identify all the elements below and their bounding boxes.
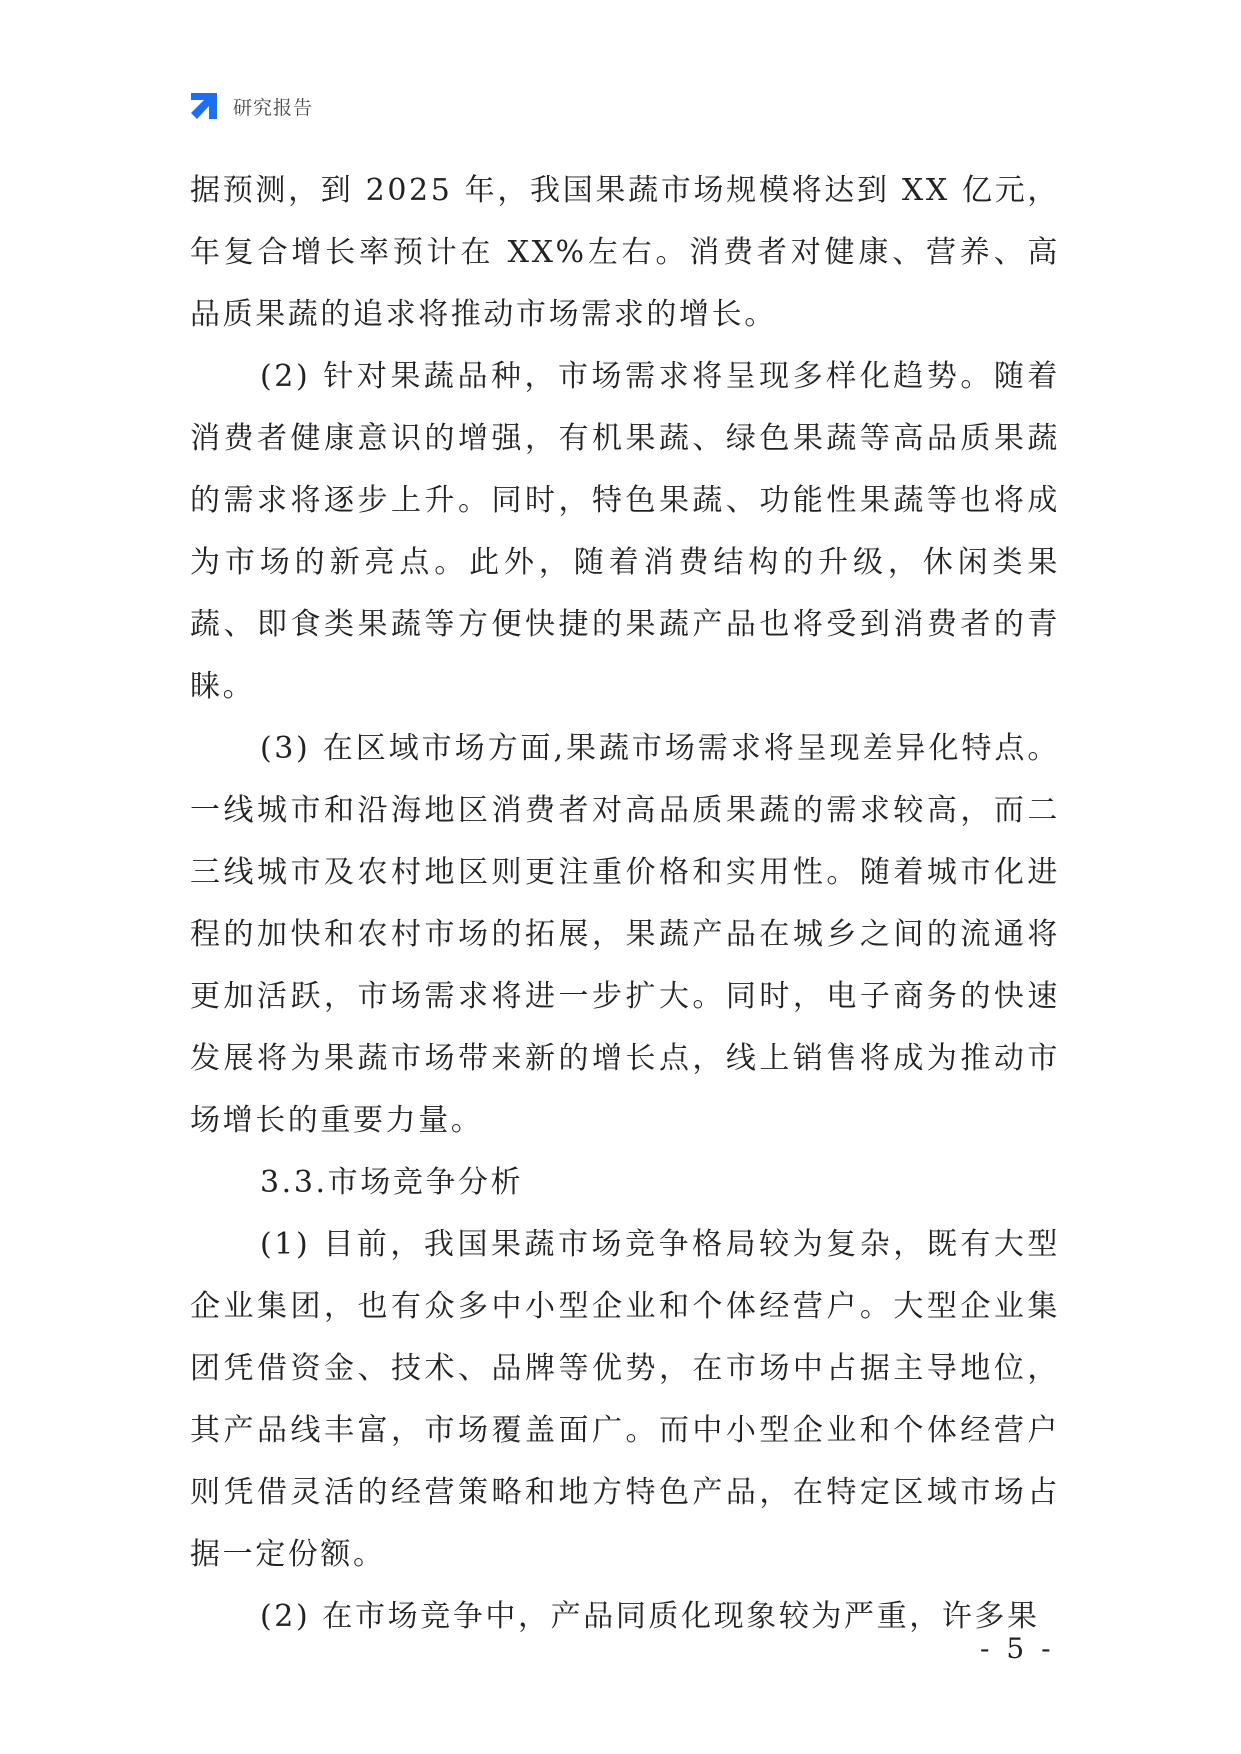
paragraph-regional-demand: (3) 在区域市场方面,果蔬市场需求将呈现差异化特点。一线城市和沿海地区消费者对高品质果蔬的需求较高，而二三线城市及农村地区则更注重价格和实用性。随着城市化进程的加快和农村市场的拓展，果蔬产品在城乡之间的流通将更加活跃，市场需求将进一步扩大。同时，电子商务的快速发展将为果蔬市场带来新的增长点，线上销售将成为推动市场增长的重要力量。 [190, 731, 1060, 1138]
paragraph-variety-demand: (2) 针对果蔬品种，市场需求将呈现多样化趋势。随着消费者健康意识的增强，有机果蔬、绿色果蔬等高品质果蔬的需求将逐步上升。同时，特色果蔬、功能性果蔬等也将成为市场的新亮点。此外，随着消费结构的升级，休闲类果蔬、即食类果蔬等方便快捷的果蔬产品也将受到消费者的青睐。 [190, 359, 1060, 704]
report-header [187, 88, 313, 124]
document-body [190, 160, 1060, 1648]
paragraph-competition-landscape: (1) 目前，我国果蔬市场竞争格局较为复杂，既有大型企业集团，也有众多中小型企业和个体经营户。大型企业集团凭借资金、技术、品牌等优势，在市场中占据主导地位，其产品线丰富，市场覆盖面广。而中小型企业和个体经营户则凭借灵活的经营策略和地方特色产品，在特定区域市场占据一定份额。 [190, 1227, 1060, 1572]
paragraph-homogenization: (2) 在市场竞争中，产品同质化现象较为严重，许多果 [260, 1599, 1040, 1634]
arrow-up-right-icon [187, 89, 221, 123]
paragraph-market-forecast: 据预测，到 2025 年，我国果蔬市场规模将达到 XX 亿元，年复合增长率预计在 XX%左右。消费者对健康、营养、高品质果蔬的追求将推动市场需求的增长。 [190, 173, 1060, 332]
header-title: 研究报告 [233, 96, 314, 119]
section-heading-competition: 3.3.市场竞争分析 [260, 1165, 524, 1200]
page-number: - 5 - [980, 1632, 1055, 1665]
